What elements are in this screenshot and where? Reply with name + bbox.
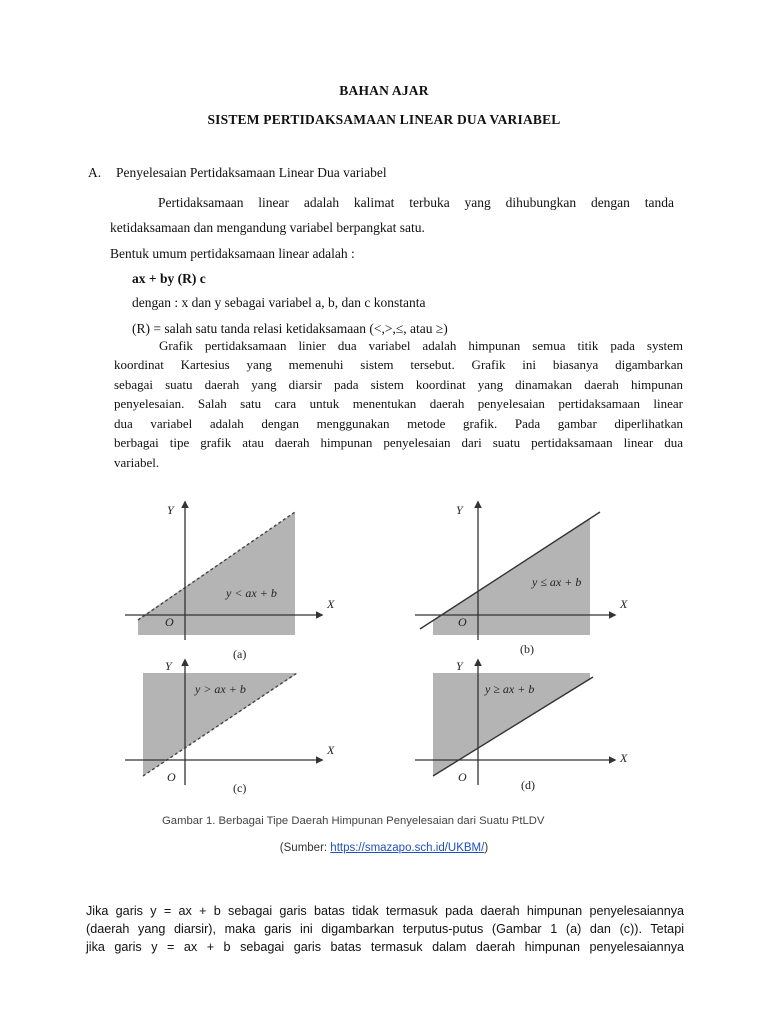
graph-paragraph-body [114, 355, 683, 472]
graph-label-b: (b) [520, 642, 534, 656]
inequality-label-a: y < ax + b [226, 586, 277, 600]
general-formula: ax + by (R) c [132, 271, 206, 286]
x-axis-label-b: X [620, 597, 628, 611]
y-axis-label-c: Y [165, 659, 172, 673]
y-axis-label-b: Y [456, 503, 463, 517]
paragraph-line: (daerah yang diarsir), maka garis ini digambarkan terputus-putus (Gambar 1 (a) dan (c)). Tetapi [86, 922, 684, 936]
graph-label-a: (a) [233, 647, 247, 661]
origin-label-d: O [458, 770, 467, 784]
origin-label-c: O [167, 770, 176, 784]
document-subtitle: SISTEM PERTIDAKSAMAAN LINEAR DUA VARIABEL [207, 112, 561, 127]
graph-label-d: (d) [521, 778, 535, 792]
paragraph-definition-line-2: ketidaksamaan dan mengandung variabel berpangkat satu. [110, 220, 425, 235]
graph-label-c: (c) [233, 781, 247, 795]
source-link[interactable]: https://smazapo.sch.id/UKBM/ [330, 842, 485, 854]
x-axis-label-a: X [327, 597, 335, 611]
paragraph-line: variabel. [114, 454, 160, 470]
inequality-label-b: y ≤ ax + b [532, 575, 582, 589]
paragraph-line: jika garis y = ax + b sebagai garis batas termasuk dalam daerah himpunan penyelesaiannya [86, 940, 684, 954]
figure-caption: Gambar 1. Berbagai Tipe Daerah Himpunan Penyelesaian dari Suatu PtLDV [162, 815, 545, 827]
y-axis-label-d: Y [456, 659, 463, 673]
source-suffix: ) [484, 842, 489, 854]
paragraph-line: sebagai suatu daerah yang diarsir pada sistem koordinat yang dinamakan daerah himpunan [114, 376, 683, 392]
inequality-graphs-figure [115, 490, 635, 835]
origin-label-b: O [458, 615, 467, 629]
paragraph-line: berbagai tipe grafik atau daerah himpunan penyelesaian dari suatu pertidaksamaan linear dua [114, 435, 683, 450]
inequality-label-d: y ≥ ax + b [485, 682, 535, 696]
graph-paragraph-line-1: Grafik pertidaksamaan linier dua variabel adalah himpunan semua titik pada system [159, 338, 683, 353]
paragraph-line: koordinat Kartesius yang memenuhi sistem tersebut. Grafik ini biasanya digambarkan [114, 357, 683, 372]
inequality-label-c: y > ax + b [195, 682, 246, 696]
section-letter: A. [88, 165, 102, 180]
x-axis-label-c: X [327, 743, 335, 757]
source-prefix: (Sumber: [279, 842, 331, 854]
section-heading: Penyelesaian Pertidaksamaan Linear Dua variabel [116, 165, 387, 180]
document-title: BAHAN AJAR [339, 83, 429, 98]
origin-label-a: O [165, 615, 174, 629]
paragraph-definition-line-1: Pertidaksamaan linear adalah kalimat terbuka yang dihubungkan dengan tanda [158, 195, 674, 210]
paragraph-line: penyelesaian. Salah satu cara untuk menentukan daerah penyelesaian pertidaksamaan linear [114, 396, 683, 411]
paragraph-line: dua variabel adalah dengan menggunakan metode grafik. Pada gambar diperlihatkan [114, 415, 683, 431]
y-axis-label-a: Y [167, 503, 174, 517]
figure-source [0, 842, 768, 854]
x-axis-label-d: X [620, 751, 628, 765]
bottom-paragraph [86, 902, 684, 956]
paragraph-line: Jika garis y = ax + b sebagai garis batas tidak termasuk pada daerah himpunan penyelesaiannya [86, 904, 684, 918]
general-form-intro: Bentuk umum pertidaksamaan linear adalah : [110, 246, 355, 261]
relation-description: (R) = salah satu tanda relasi ketidaksamaan (<,>,≤, atau ≥) [132, 321, 448, 336]
variable-description: dengan : x dan y sebagai variabel a, b, dan c konstanta [132, 295, 426, 310]
